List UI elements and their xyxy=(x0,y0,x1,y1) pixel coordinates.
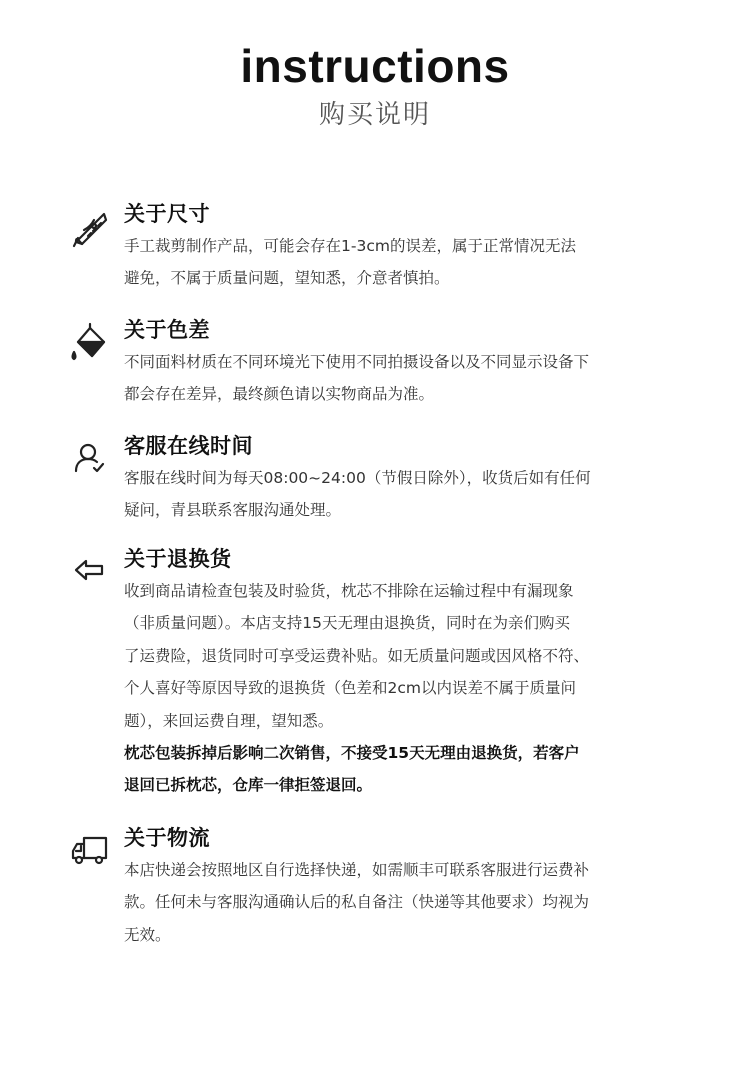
body-line: 都会存在差异，最终颜色请以实物商品为准。 xyxy=(124,385,435,404)
page-title: instructions xyxy=(240,40,510,92)
section-body xyxy=(124,854,684,951)
section-heading: 关于退换货 xyxy=(124,547,232,571)
body-line: 不同面料材质在不同环境光下使用不同拍摄设备以及不同显示设备下 xyxy=(124,353,590,371)
page-subtitle: 购买说明 xyxy=(318,100,431,130)
body-line: 本店快递会按照地区自行选择快递，如需顺丰可联系客服进行运费补 xyxy=(124,861,590,879)
return-arrow-icon xyxy=(68,548,112,592)
body-line: 手工裁剪制作产品，可能会存在1-3cm的误差，属于正常情况无法 xyxy=(124,237,576,255)
body-line: 题），来回运费自理，望知悉。 xyxy=(124,711,334,730)
customer-service-icon xyxy=(68,437,112,481)
body-line: （非质量问题）。本店支持15天无理由退换货，同时在为亲们购买 xyxy=(124,614,570,633)
body-line: 疑问，青县联系客服沟通处理。 xyxy=(124,501,342,520)
body-line-bold: 枕芯包装拆掉后影响二次销售，不接受15天无理由退换货，若客户 xyxy=(124,744,580,763)
section-body xyxy=(124,462,684,527)
section-body xyxy=(124,230,684,295)
body-line: 款。任何未与客服沟通确认后的私自备注（快递等其他要求）均视为 xyxy=(124,893,590,912)
body-line-bold: 退回已拆枕芯，仓库一律拒签退回。 xyxy=(124,776,373,795)
section-heading: 客服在线时间 xyxy=(124,434,253,458)
body-line: 无效。 xyxy=(124,925,171,944)
delivery-truck-icon xyxy=(68,828,112,872)
body-line: 客服在线时间为每天08:00~24:00（节假日除外），收货后如有任何 xyxy=(124,469,591,487)
body-line: 收到商品请检查包装及时验货，枕芯不排除在运输过程中有漏现象 xyxy=(124,582,574,600)
protractor-ruler-icon xyxy=(68,206,112,250)
section-heading: 关于物流 xyxy=(124,826,210,850)
section-body xyxy=(124,346,684,411)
body-line: 了运费险，退货同时可享受运费补贴。如无质量问题或因风格不符、 xyxy=(124,646,590,665)
body-line: 个人喜好等原因导致的退换货（色差和2cm以内误差不属于质量问 xyxy=(124,679,576,698)
section-heading: 关于尺寸 xyxy=(124,202,210,226)
section-body xyxy=(124,575,684,802)
paint-bucket-icon xyxy=(68,322,112,366)
section-heading: 关于色差 xyxy=(124,318,210,342)
body-line: 避免，不属于质量问题，望知悉，介意者慎拍。 xyxy=(124,269,450,288)
